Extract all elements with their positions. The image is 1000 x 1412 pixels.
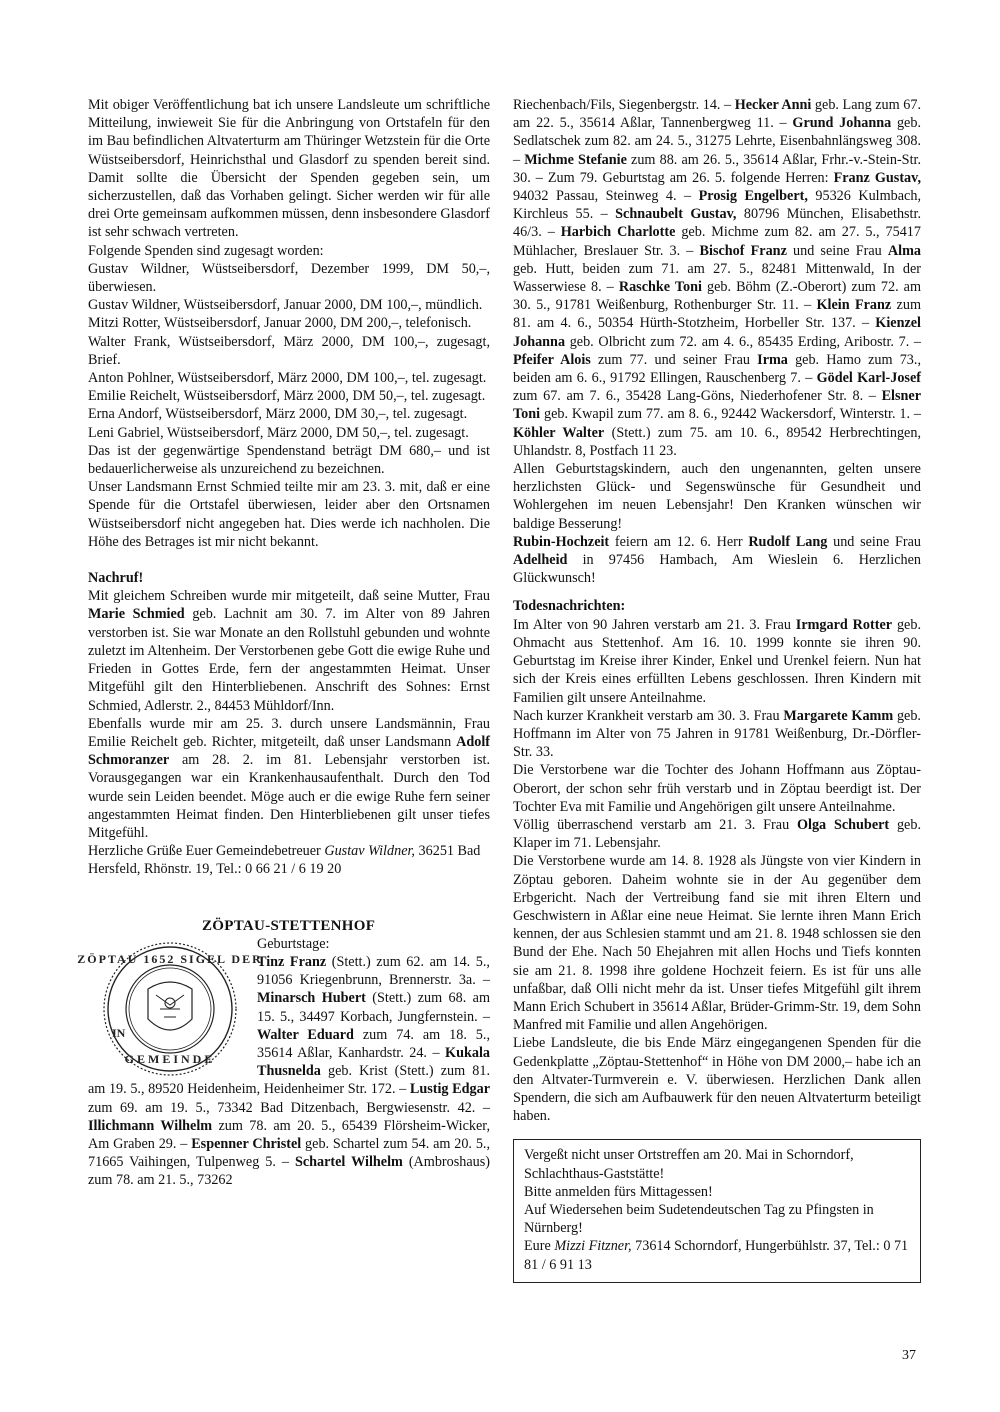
donation-entry: Mitzi Rotter, Wüstseibersdorf, Januar 2000, DM 200,–, telefonisch. (88, 315, 472, 332)
birthday-name: Kienzel Johanna (513, 315, 921, 350)
birthday-details: geb. Hutt, beiden zum 71. am 27. 5., 82481 Mittenwald, In der Wasserwiese 8. – (513, 260, 921, 296)
donation-total: Das ist der gegenwärtige Spendenstand beträgt DM 680,– und ist bedauerlicherweise als unzureichend zu bezeichnen. (88, 442, 490, 478)
birthday-details: geb. Hamo zum 73., beiden am 6. 6., 91792 Ellingen, Rauschenberg 7. – (513, 351, 921, 387)
birthday-details: 80796 München, Elisabethstr. 46/3. – (513, 206, 921, 241)
intro-paragraph: Mit obiger Veröffentlichung bat ich unsere Landsleute um schriftliche Mitteilung, inwieweit Sie für die Anbringung von Ortstafeln für den im Bau befindlichen Altvaterturm am Thüringer Wetzstein für die Orte Wüstseibersdorf, Heinrichsthal und Glasdorf zu spenden bereit sind. Damit sollte die Übersicht der Spenden gegeben sein, um sicherzustellen, daß das Vorhaben gelingt. Sicher werden wir für alle drei Orte gemeinsam aufkommen müssen, denn insbesondere Glasdorf ist sehr schwach vertreten. (88, 97, 490, 241)
donation-entry: Leni Gabriel, Wüstseibersdorf, März 2000, DM 50,–, tel. zugesagt. (88, 424, 469, 441)
birthday-name: Schartel Wilhelm (294, 1154, 403, 1171)
birthday-name: Hecker Anni (734, 97, 812, 113)
notice-line-2: Bitte anmelden fürs Mittagessen! (524, 1183, 713, 1200)
donation-entry: Walter Frank, Wüstseibersdorf, März 2000, DM 100,–, zugesagt, Brief. (88, 333, 490, 368)
death-notice-3: Völlig überraschend verstarb am 21. 3. Frau Olga Schubert geb. Klaper im 71. Lebensjahr. (513, 816, 921, 852)
birthday-details: zum 69. am 19. 5., 73342 Bad Ditzenbach, Bergwiesenstr. 42. – (88, 1099, 490, 1116)
birthday-details: und seine Frau (786, 242, 888, 259)
birthday-name: Walter Eduard (257, 1026, 354, 1043)
birthday-details: (Ambroshaus) zum 78. am 21. 5., 73262 (88, 1154, 490, 1189)
birthday-details: zum 77. und seiner Frau (590, 351, 758, 368)
birthday-name: Illichmann Wilhelm (88, 1117, 213, 1134)
birthday-details: geb. Michme zum 82. am 27. 5., 75417 Mühlacher, Breslauer Str. 3. – (513, 224, 921, 259)
nachruf-paragraph-2: Ebenfalls wurde mir am 25. 3. durch unsere Landsmännin, Frau Emilie Reichelt geb. Richter, mitgeteilt, daß unser Landsmann Adolf Schmoranzer am 28. 2. im 81. Lebensjahr verstorben ist. Vorausgegangen war ein Krankenhausaufenthalt. Durch den Tod wurde sein Leiden beendet. Möge auch er die ewige Ruhe fern seiner angestammten Heimat finden. Den Hinterbliebenen gilt unser tiefes Mitgefühl. (88, 715, 490, 841)
death-notice-1: Im Alter von 90 Jahren verstarb am 21. 3. Frau Irmgard Rotter geb. Ohmacht aus Stettenhof. Am 16. 10. 1999 konnte sie ihren 90. Geburtstag im Kreise ihrer Kinder, Enkel und Urenkel feiern. Nun hat sich der Kreis eines erfüllten Lebens geschlossen. Ihren Kindern mit Familien gilt unsere Anteilnahme. (513, 616, 921, 706)
greeting: Herzliche Grüße Euer Gemeindebetreuer Gustav Wildner, 36251 Bad Hersfeld, Rhönstr. 19, Tel.: 0 66 21 / 6 19 20 (88, 843, 481, 878)
birthday-details: (Stett.) zum 75. am 10. 6., 89542 Herbrechtingen, Uhlandstr. 8, Postfach 11 23. (513, 424, 921, 459)
meeting-notice-box (513, 1139, 921, 1282)
birthday-details: geb. Olbricht zum 72. am 4. 6., 85435 Erding, Aribostr. 7. – (565, 333, 921, 350)
donation-entry: Anton Pohlner, Wüstseibersdorf, März 2000, DM 100,–, tel. zugesagt. (88, 370, 487, 387)
birthday-name: Franz Gustav, (833, 169, 921, 186)
birthday-details: zum 74. am 18. 5., 35614 Aßlar, Kanhardstr. 24. – (257, 1026, 490, 1061)
notice-line-1: Vergeßt nicht unser Ortstreffen am 20. Mai in Schorndorf, Schlachthaus-Gaststätte! (524, 1147, 854, 1182)
birthday-details: (Stett.) zum 68. am 15. 5., 34497 Korbach, Jungfernstein. – (257, 990, 490, 1025)
seal-text-bottom: GEMEINDE (124, 1051, 216, 1066)
birthday-details: zum 67. am 7. 6., 35428 Lang-Göns, Niederhofener Str. 8. – (513, 388, 882, 405)
birthday-name: Bischof Franz (699, 242, 787, 259)
municipal-seal (77, 937, 263, 1080)
birthday-details: geb. Krist (Stett.) zum 81. am 19. 5., 89520 Heidenheim, Heidenheimer Str. 172. – (88, 1063, 490, 1098)
thanks-paragraph: Liebe Landsleute, die bis Ende März eingegangenen Spenden für die Gedenkplatte „Zöptau-Stettenhof“ in Höhe von DM 2000,– habe ich an den Altvater-Turmverein e. V. überwiesen. Herzlichen Dank allen Spendern, die sich am Aufbauwerk für den neuen Altvaterturm beteiligt haben. (513, 1035, 921, 1125)
birthday-details: (Stett.) zum 62. am 14. 5., 91056 Kriegenbrunn, Brennerstr. 3a. – (257, 953, 490, 989)
rubin-hochzeit: Rubin-Hochzeit feiern am 12. 6. Herr Rudolf Lang und seine Frau Adelheid in 97456 Hambach, Am Wieslein 6. Herzlichen Glückwunsch! (513, 533, 921, 587)
birthday-name: Tinz Franz (257, 953, 327, 970)
birthday-name: Kukala Thusnelda (257, 1044, 490, 1080)
notice-signature: Eure Mizzi Fitzner, 73614 Schorndorf, Hungerbühlstr. 37, Tel.: 0 71 81 / 6 91 13 (524, 1238, 909, 1273)
birthday-name: Minarsch Hubert (257, 990, 366, 1007)
birthday-details: zum 81. am 4. 6., 50354 Hürth-Stotzheim, Horbeller Str. 137. – (513, 297, 921, 332)
birthday-name: Prosig Engelbert, (698, 188, 808, 205)
section-title: ZÖPTAU-STETTENHOF (202, 917, 376, 934)
birthday-name: Elsner Toni (513, 388, 921, 423)
wishes: Allen Geburtstagskindern, auch den ungenannten, gelten unsere herzlichsten Glück- und Segenswünsche für Gesundheit und Wohlergehen im neuen Lebensjahr! Den Kranken wünschen wir baldige Besserung! (513, 461, 921, 532)
todes-heading: Todesnachrichten: (513, 598, 626, 615)
birthday-details: zum 88. am 26. 5., 35614 Aßlar, Frhr.-v.-Stein-Str. 30. – Zum 79. Geburtstag am 26. 5. folgende Herren: (513, 151, 921, 186)
donation-entry: Gustav Wildner, Wüstseibersdorf, Januar 2000, DM 100,–, mündlich. (88, 297, 483, 314)
birthday-name: Alma (887, 242, 921, 259)
death-notice-2: Nach kurzer Krankheit verstarb am 30. 3. Frau Margarete Kamm geb. Hoffmann im Alter von 75 Jahren in 91781 Weißenburg, Dr.-Dörfler-Str. 33. (513, 707, 921, 761)
seal-text-top: ZÖPTAU 1652 SIGEL DER (77, 951, 263, 966)
donation-entry: Gustav Wildner, Wüstseibersdorf, Dezember 1999, DM 50,–, überwiesen. (88, 260, 490, 296)
death-notice-2-detail: Die Verstorbene war die Tochter des Johann Hoffmann aus Zöptau-Oberort, der schon sehr früh verstarb und in Zöptau beerdigt ist. Der Tochter Eva mit Familie und Angehörigen gilt unsere Anteilnahme. (513, 762, 921, 815)
birthday-details: Riechenbach/Fils, Siegenbergstr. 14. – (513, 97, 735, 113)
death-notice-3-detail: Die Verstorbene wurde am 14. 8. 1928 als Jüngste von vier Kindern in Zöptau geboren. Daheim wohnte sie in der Au gegenüber dem Erbgericht. Nach der Vertreibung fand sie mit ihren Eltern und Geschwistern in Aßlar eine neue Heimat. Sie lernte ihren Mann Erich kennen, der aus Schlesien stammt und am 21. 8. 1948 schlossen sie den Bund der Ehe. Nach 50 Ehejahren mit allen Hochs und Tiefs konnten sie am 21. 8. 1998 ihre goldene Hochzeit feiern. Es ist für uns alle unfaßbar, daß Olli nicht mehr da ist. Unser tiefes Mitgefühl gilt ihrem Mann Erich Schubert in 35614 Aßlar, Brüder-Grimm-Str. 19, dem Sohn Manfred mit Familie und allen Angehörigen. (513, 853, 921, 1034)
birthday-name: Grund Johanna (792, 115, 892, 132)
birthday-name: Schnaubelt Gustav, (615, 206, 737, 223)
left-column (77, 96, 491, 1190)
schmied-note: Unser Landsmann Ernst Schmied teilte mir am 23. 3. mit, daß er eine Spende für die Ortstafel überwiesen, leider aber den Ortsnamen Wüstseibersdorf nicht angegeben hat. Dies werde ich nachholen. Die Höhe des Betrages ist mir nicht bekannt. (88, 479, 490, 550)
birthday-details: geb. Lang zum 67. am 22. 5., 35614 Aßlar, Tannenbergweg 11. – (513, 97, 921, 132)
birthday-block (77, 935, 491, 1190)
donation-entry: Erna Andorf, Wüstseibersdorf, März 2000, DM 30,–, tel. zugesagt. (88, 406, 468, 423)
birthday-details: geb. Sedlatschek zum 82. am 24. 5., 31275 Lehrte, Eisenbahnlängsweg 308. – (513, 115, 921, 168)
seal-text-left: IN (112, 1025, 126, 1040)
birthday-details: geb. Schartel zum 54. am 20. 5., 71665 Vaihingen, Tulpenweg 5. – (88, 1135, 491, 1171)
birthday-name: Pfeifer Alois (513, 351, 591, 368)
right-column (513, 96, 921, 1283)
birthdays-label: Geburtstage: (257, 935, 330, 952)
nachruf-paragraph-1: Mit gleichem Schreiben wurde mir mitgeteilt, daß seine Mutter, Frau Marie Schmied geb. Lachnit am 30. 7. im Alter von 89 Jahren verstorben ist. Sie war Monate an den Rollstuhl gebunden und wohnte zuletzt im Altenheim. Der Verstorbenen gebe Gott die ewige Ruhe und Frieden in Gottes Erde, fern der angestammten Heimat. Unser Mitgefühl gilt den Hinterbliebenen. Anschrift des Sohnes: Ernst Schmied, Adlerstr. 2., 84453 Mühldorf/Inn. (88, 588, 490, 714)
nachruf-heading: Nachruf! (88, 570, 144, 587)
birthday-details: 94032 Passau, Steinweg 4. – (513, 188, 699, 205)
birthday-details: geb. Böhm (Z.-Oberort) zum 72. am 30. 5., 91781 Weißenburg, Rothenburger Str. 11. – (513, 279, 921, 314)
birthday-details: 95326 Kulmbach, Kirchleus 55. – (513, 188, 921, 223)
donation-entry: Emilie Reichelt, Wüstseibersdorf, März 2000, DM 50,–, tel. zugesagt. (88, 388, 486, 405)
birthday-name: Lustig Edgar (409, 1081, 490, 1098)
birthday-name: Köhler Walter (513, 424, 605, 441)
notice-line-3: Auf Wiedersehen beim Sudetendeutschen Tag zu Pfingsten in Nürnberg! (524, 1201, 874, 1237)
birthday-name: Michme Stefanie (524, 151, 627, 168)
birthday-details: zum 78. am 20. 5., 65439 Flörsheim-Wicker, Am Graben 29. – (88, 1117, 490, 1152)
birthday-name: Gödel Karl-Josef (816, 370, 921, 387)
page-number: 37 (902, 1348, 916, 1363)
birthday-name: Raschke Toni (618, 279, 702, 296)
donations-list (88, 260, 490, 442)
birthday-details: geb. Kwapil zum 77. am 8. 6., 92442 Wackersdorf, Winterstr. 1. – (540, 406, 921, 423)
birthday-name: Irma (757, 351, 788, 368)
birthdays-right (513, 96, 921, 460)
birthday-name: Klein Franz (816, 297, 892, 314)
birthday-name: Harbich Charlotte (560, 224, 676, 241)
donations-intro: Folgende Spenden sind zugesagt worden: (88, 242, 324, 259)
birthday-name: Espenner Christel (191, 1135, 302, 1152)
